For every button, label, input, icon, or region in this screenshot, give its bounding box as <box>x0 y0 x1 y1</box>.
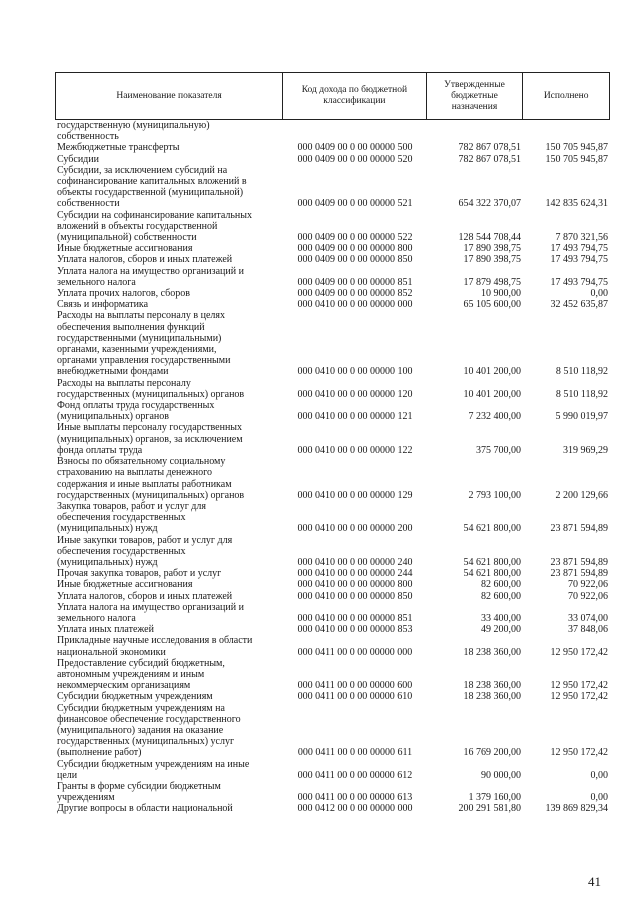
row-name: Расходы на выплаты персоналу государственных (муниципальных) органов <box>57 377 245 400</box>
row-exec: 150 705 945,87 <box>545 142 608 154</box>
table-row <box>55 535 610 569</box>
row-name: Предоставление субсидий бюджетным, автономным учреждениям и иным некоммерческим организациям <box>57 657 225 692</box>
row-name: Другие вопросы в области национальной <box>57 803 233 815</box>
page-number: 41 <box>588 874 601 889</box>
row-code: 000 0410 00 0 00 00000 129 <box>297 489 413 501</box>
row-name: Взносы по обязательному социальному страхованию на выплаты денежного содержания и иные выплаты работникам государственных (муниципальных) органов <box>57 456 245 501</box>
row-approved: 82 600,00 <box>481 579 521 591</box>
row-exec: 12 950 172,42 <box>550 646 608 658</box>
row-code: 000 0410 00 0 00 00000 240 <box>297 556 413 568</box>
table-row <box>55 266 610 288</box>
row-exec: 8 510 118,92 <box>555 366 608 378</box>
row-exec: 0,00 <box>590 769 608 781</box>
row-code: 000 0411 00 0 00 00000 611 <box>297 747 413 759</box>
row-name: Иные бюджетные ассигнования <box>57 243 193 255</box>
row-exec: 17 493 794,75 <box>550 254 608 266</box>
table-row <box>55 635 610 657</box>
row-exec: 12 950 172,42 <box>550 680 608 692</box>
header-name: Наименование показателя <box>56 73 283 119</box>
row-approved: 128 544 708,44 <box>458 232 521 244</box>
row-exec: 70 922,06 <box>568 590 608 602</box>
row-name: Иные закупки товаров, работ и услуг для обеспечения государственных (муниципальных) нужд <box>57 534 233 568</box>
row-approved: 17 890 398,75 <box>463 254 521 266</box>
row-exec: 37 848,06 <box>568 624 608 636</box>
row-exec: 5 990 019,97 <box>555 411 608 423</box>
table-row <box>55 658 610 692</box>
row-name: Уплата налога на имущество организаций и земельного налога <box>57 265 244 288</box>
row-exec: 12 950 172,42 <box>550 747 608 759</box>
row-approved: 49 200,00 <box>481 624 521 636</box>
row-name: Субсидии <box>57 153 99 165</box>
row-exec: 8 510 118,92 <box>555 388 608 400</box>
row-approved: 90 000,00 <box>481 769 521 781</box>
row-code: 000 0411 00 0 00 00000 613 <box>297 792 413 804</box>
row-name: Субсидии, за исключением субсидий на софинансирование капитальных вложений в объекты государственной (муниципальной) собственности <box>57 164 247 210</box>
table-row <box>55 288 610 299</box>
header-approved: Утвержденные бюджетные назначения <box>427 73 524 119</box>
row-code: 000 0411 00 0 00 00000 610 <box>297 691 413 703</box>
row-code: 000 0409 00 0 00 00000 852 <box>297 288 413 300</box>
table-row <box>55 299 610 310</box>
row-name: государственную (муниципальную) собственность <box>57 120 210 143</box>
row-exec: 142 835 624,31 <box>545 198 608 210</box>
row-name: Уплата налогов, сборов и иных платежей <box>57 590 233 602</box>
table-row <box>55 400 610 422</box>
row-approved: 654 322 370,07 <box>458 198 521 210</box>
row-code: 000 0409 00 0 00 00000 522 <box>297 232 413 244</box>
table-body <box>55 120 610 815</box>
row-name: Уплата налогов, сборов и иных платежей <box>57 254 233 266</box>
row-code: 000 0410 00 0 00 00000 800 <box>297 579 413 591</box>
row-exec: 2 200 129,66 <box>555 489 608 501</box>
table-row <box>55 691 610 702</box>
row-code: 000 0410 00 0 00 00000 000 <box>297 299 413 311</box>
table-row <box>55 422 610 456</box>
row-name: Иные бюджетные ассигнования <box>57 579 193 591</box>
row-name: Субсидии бюджетным учреждениям <box>57 691 213 703</box>
table-row <box>55 579 610 590</box>
table-row <box>55 624 610 635</box>
row-exec: 12 950 172,42 <box>550 691 608 703</box>
budget-table <box>55 72 610 815</box>
row-approved: 10 900,00 <box>481 288 521 300</box>
row-name: Прочая закупка товаров, работ и услуг <box>57 568 222 580</box>
row-code: 000 0410 00 0 00 00000 244 <box>297 568 413 580</box>
header-code: Код дохода по бюджетной классификации <box>283 73 426 119</box>
row-approved: 200 291 581,80 <box>458 803 521 815</box>
row-approved: 375 700,00 <box>476 444 521 456</box>
row-code: 000 0410 00 0 00 00000 851 <box>297 612 413 624</box>
row-code: 000 0410 00 0 00 00000 122 <box>297 444 413 456</box>
row-code: 000 0410 00 0 00 00000 850 <box>297 590 413 602</box>
table-row <box>55 456 610 501</box>
row-approved: 782 867 078,51 <box>458 142 521 154</box>
row-approved: 18 238 360,00 <box>463 691 521 703</box>
row-approved: 18 238 360,00 <box>463 646 521 658</box>
row-name: Субсидии на софинансирование капитальных вложений в объекты государственной (муниципальной) собственности <box>57 209 252 244</box>
table-row <box>55 243 610 254</box>
row-exec: 139 869 829,34 <box>545 803 608 815</box>
row-code: 000 0412 00 0 00 00000 000 <box>297 803 413 815</box>
row-approved: 54 621 800,00 <box>463 556 521 568</box>
row-code: 000 0411 00 0 00 00000 000 <box>297 646 413 658</box>
table-row <box>55 703 610 759</box>
row-exec: 319 969,29 <box>563 444 608 456</box>
table-row <box>55 602 610 624</box>
table-row <box>55 254 610 265</box>
table-row <box>55 210 610 244</box>
row-name: Межбюджетные трансферты <box>57 142 180 154</box>
row-name: Уплата иных платежей <box>57 624 154 636</box>
row-exec: 150 705 945,87 <box>545 153 608 165</box>
table-row <box>55 759 610 781</box>
row-approved: 33 400,00 <box>481 612 521 624</box>
row-approved: 16 769 200,00 <box>463 747 521 759</box>
header-exec: Исполнено <box>543 90 589 101</box>
row-exec: 33 074,00 <box>568 612 608 624</box>
row-exec: 17 493 794,75 <box>550 243 608 255</box>
row-exec: 23 871 594,89 <box>550 523 608 535</box>
row-code: 000 0409 00 0 00 00000 851 <box>297 276 413 288</box>
row-code: 000 0410 00 0 00 00000 200 <box>297 523 413 535</box>
row-approved: 17 890 398,75 <box>463 243 521 255</box>
row-code: 000 0409 00 0 00 00000 850 <box>297 254 413 266</box>
table-row <box>55 142 610 153</box>
table-row <box>55 568 610 579</box>
row-code: 000 0410 00 0 00 00000 120 <box>297 388 413 400</box>
row-code: 000 0410 00 0 00 00000 853 <box>297 624 413 636</box>
table-row <box>55 501 610 535</box>
row-code: 000 0411 00 0 00 00000 612 <box>297 769 413 781</box>
row-code: 000 0409 00 0 00 00000 800 <box>297 243 413 255</box>
row-exec: 17 493 794,75 <box>550 276 608 288</box>
row-name: Прикладные научные исследования в области национальной экономики <box>57 635 253 658</box>
row-code: 000 0409 00 0 00 00000 521 <box>297 198 413 210</box>
row-code: 000 0410 00 0 00 00000 121 <box>297 411 413 423</box>
row-name: Иные выплаты персоналу государственных (муниципальных) органов, за исключением фонда оплаты труда <box>57 422 243 456</box>
row-exec: 7 870 321,56 <box>555 232 608 244</box>
row-exec: 0,00 <box>590 288 608 300</box>
row-code: 000 0410 00 0 00 00000 100 <box>297 366 413 378</box>
row-code: 000 0409 00 0 00 00000 500 <box>297 142 413 154</box>
row-name: Гранты в форме субсидии бюджетным учреждениям <box>57 780 221 804</box>
row-exec: 70 922,06 <box>568 579 608 591</box>
table-row <box>55 310 610 377</box>
row-exec: 23 871 594,89 <box>550 556 608 568</box>
row-exec: 23 871 594,89 <box>550 568 608 580</box>
row-approved: 17 879 498,75 <box>463 276 521 288</box>
row-approved: 54 621 800,00 <box>463 523 521 535</box>
table-row <box>55 120 610 142</box>
table-row <box>55 154 610 165</box>
table-row <box>55 781 610 803</box>
row-approved: 18 238 360,00 <box>463 680 521 692</box>
row-approved: 10 401 200,00 <box>463 366 521 378</box>
row-exec: 0,00 <box>590 792 608 804</box>
row-approved: 65 105 600,00 <box>463 299 521 311</box>
row-name: Закупка товаров, работ и услуг для обеспечения государственных (муниципальных) нужд <box>57 500 206 535</box>
row-code: 000 0409 00 0 00 00000 520 <box>297 153 413 165</box>
row-approved: 782 867 078,51 <box>458 153 521 165</box>
row-approved: 1 379 160,00 <box>468 792 521 804</box>
row-name: Расходы на выплаты персоналу в целях обеспечения выполнения функций государственными (муниципальными) органами, казенными учреждениями, органами управления государственными внебюджетными фондами <box>57 310 231 378</box>
table-row <box>55 165 610 210</box>
row-approved: 82 600,00 <box>481 590 521 602</box>
row-name: Фонд оплаты труда государственных (муниципальных) органов <box>57 400 215 423</box>
row-name: Субсидии бюджетным учреждениям на финансовое обеспечение государственного (муниципального) задания на оказание государственных (муниципальных) услуг (выполнение работ) <box>57 702 241 759</box>
row-code: 000 0411 00 0 00 00000 600 <box>297 680 413 692</box>
row-name: Уплата налога на имущество организаций и земельного налога <box>57 601 244 624</box>
row-approved: 10 401 200,00 <box>463 388 521 400</box>
row-exec: 32 452 635,87 <box>550 299 608 311</box>
row-name: Связь и информатика <box>57 299 149 311</box>
row-approved: 54 621 800,00 <box>463 568 521 580</box>
table-row <box>55 591 610 602</box>
row-approved: 2 793 100,00 <box>468 489 521 501</box>
row-approved: 7 232 400,00 <box>468 411 521 423</box>
table-header <box>55 72 610 120</box>
table-row <box>55 378 610 400</box>
table-row <box>55 803 610 814</box>
row-name: Субсидии бюджетным учреждениям на иные цели <box>57 758 250 781</box>
row-name: Уплата прочих налогов, сборов <box>57 288 190 300</box>
